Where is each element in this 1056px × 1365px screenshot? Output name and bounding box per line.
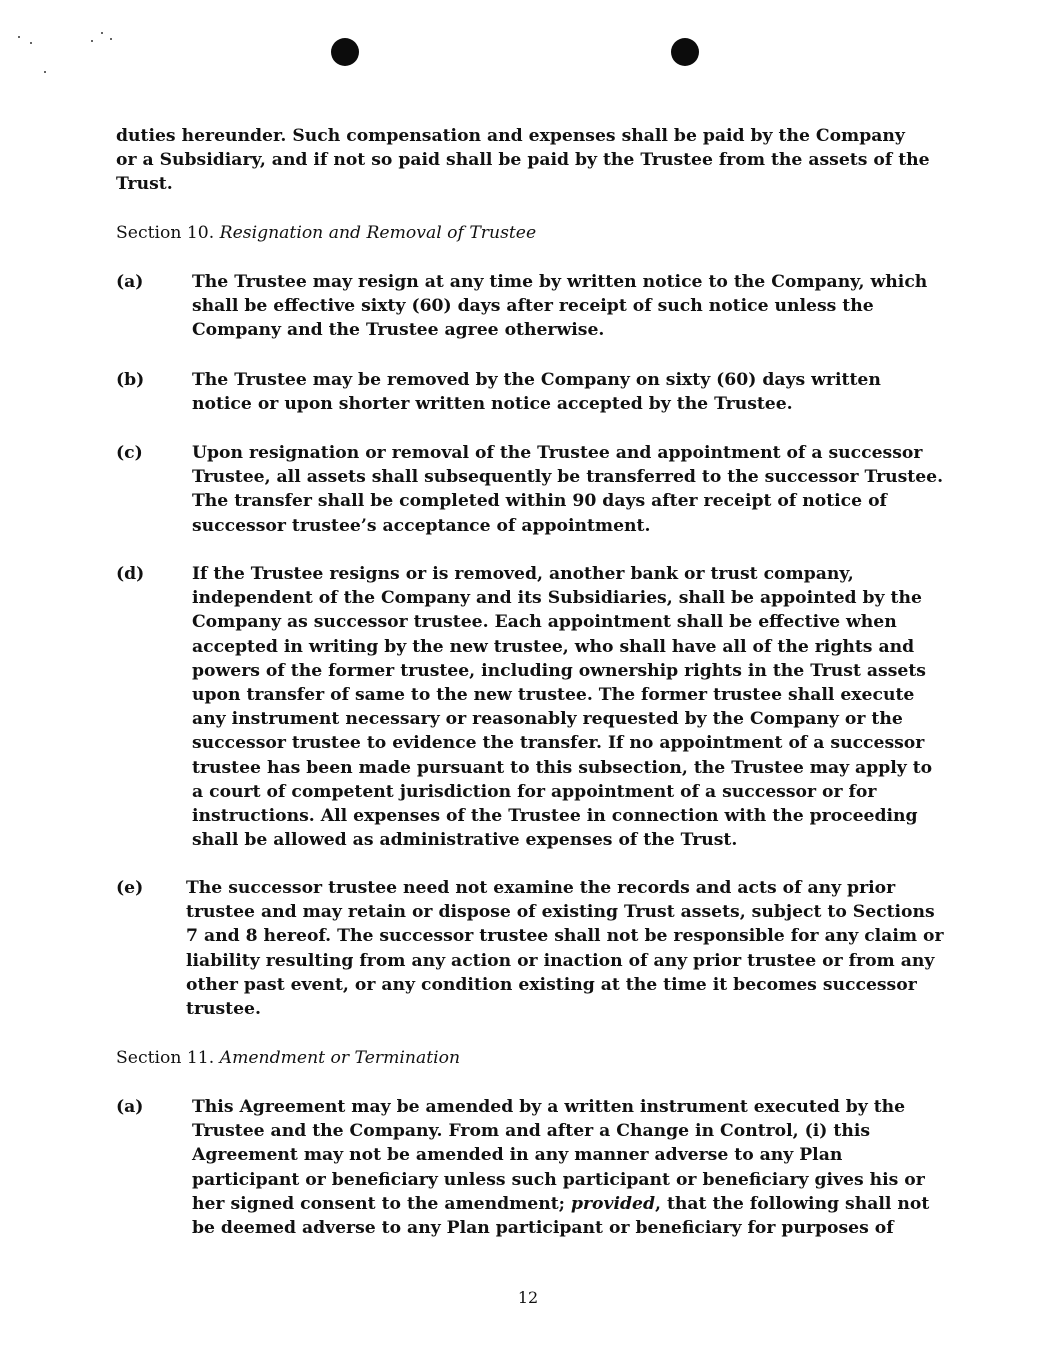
section-11-title: Amendment or Termination: [219, 1048, 461, 1068]
item-text-italic: provided: [570, 1193, 656, 1214]
item-text: The Trustee may be removed by the Company on sixty (60) days written notice or upon shorter written notice accepted by the Trustee.: [192, 370, 881, 415]
item-label: (a): [116, 272, 144, 292]
section-11-label: Section 11.: [116, 1048, 215, 1068]
intro-paragraph: duties hereunder. Such compensation and expenses shall be paid by the Company or a Subsidiary, and if not so paid shall be paid by the Trustee from the assets of the Trust.: [116, 126, 930, 195]
section-10-title: Resignation and Removal of Trustee: [219, 223, 537, 243]
item-text-before: This Agreement may be amended by a written instrument executed by the Trustee and the Company. From and after a Change in Control, (i) this Agreement may not be amended in any manner adverse to any Plan participant or beneficiary unless such participant or beneficiary gives his or her signed consent to the amendment;: [192, 1097, 925, 1214]
scan-speck: [91, 40, 93, 42]
section-11-heading: [116, 1046, 460, 1070]
item-label: (c): [116, 443, 143, 463]
item-label: (b): [116, 370, 145, 390]
item-label: (d): [116, 564, 145, 584]
item-text: [192, 1095, 976, 1240]
page-number: 12: [517, 1288, 539, 1307]
item-text: The Trustee may resign at any time by written notice to the Company, which shall be effective sixty (60) days after receipt of such notice unless the Company and the Trustee agree otherwise.: [192, 272, 928, 341]
scan-speck: [18, 36, 20, 38]
section-10-label: Section 10.: [116, 223, 215, 243]
item-text: The successor trustee need not examine the records and acts of any prior trustee and may retain or dispose of existing Trust assets, subject to Sections 7 and 8 hereof. The successor trustee shall not be responsible for any claim or liability resulting from any action or inaction of any prior trustee or from any other past event, or any condition existing at the time it becomes successor trustee.: [186, 878, 944, 1020]
item-text: Upon resignation or removal of the Trustee and appointment of a successor Trustee, all assets shall subsequently be transferred to the successor Trustee. The transfer shall be completed within 90 days after receipt of notice of successor trustee’s acceptance of appointment.: [192, 443, 944, 536]
scan-speck: [30, 42, 32, 44]
section-10-heading: [116, 221, 536, 245]
item-text: If the Trustee resigns or is removed, another bank or trust company, independent of the Company and its Subsidiaries, shall be appointed by the Company as successor trustee. Each appointment shall be effective when accepted in writing by the new trustee, who shall have all of the rights and powers of the former trustee, including ownership rights in the Trust assets upon transfer of same to the new trustee. The former trustee shall execute any instrument necessary or reasonably requested by the Company or the successor trustee to evidence the transfer. If no appointment of a successor trustee has been made pursuant to this subsection, the Trustee may apply to a court of competent jurisdiction for appointment of a successor or for instructions. All expenses of the Trustee in connection with the proceeding shall be allowed as administrative expenses of the Trust.: [192, 564, 933, 851]
scan-speck: [101, 32, 103, 34]
item-label: (e): [116, 878, 144, 898]
scan-speck: [110, 38, 112, 40]
item-label: (a): [116, 1097, 144, 1117]
scan-speck: [44, 71, 46, 73]
binder-hole-right: [671, 38, 699, 66]
item-text-after: , that the following shall not be deemed adverse to any Plan participant or beneficiary for purposes of: [192, 1193, 930, 1239]
binder-hole-left: [331, 38, 359, 66]
